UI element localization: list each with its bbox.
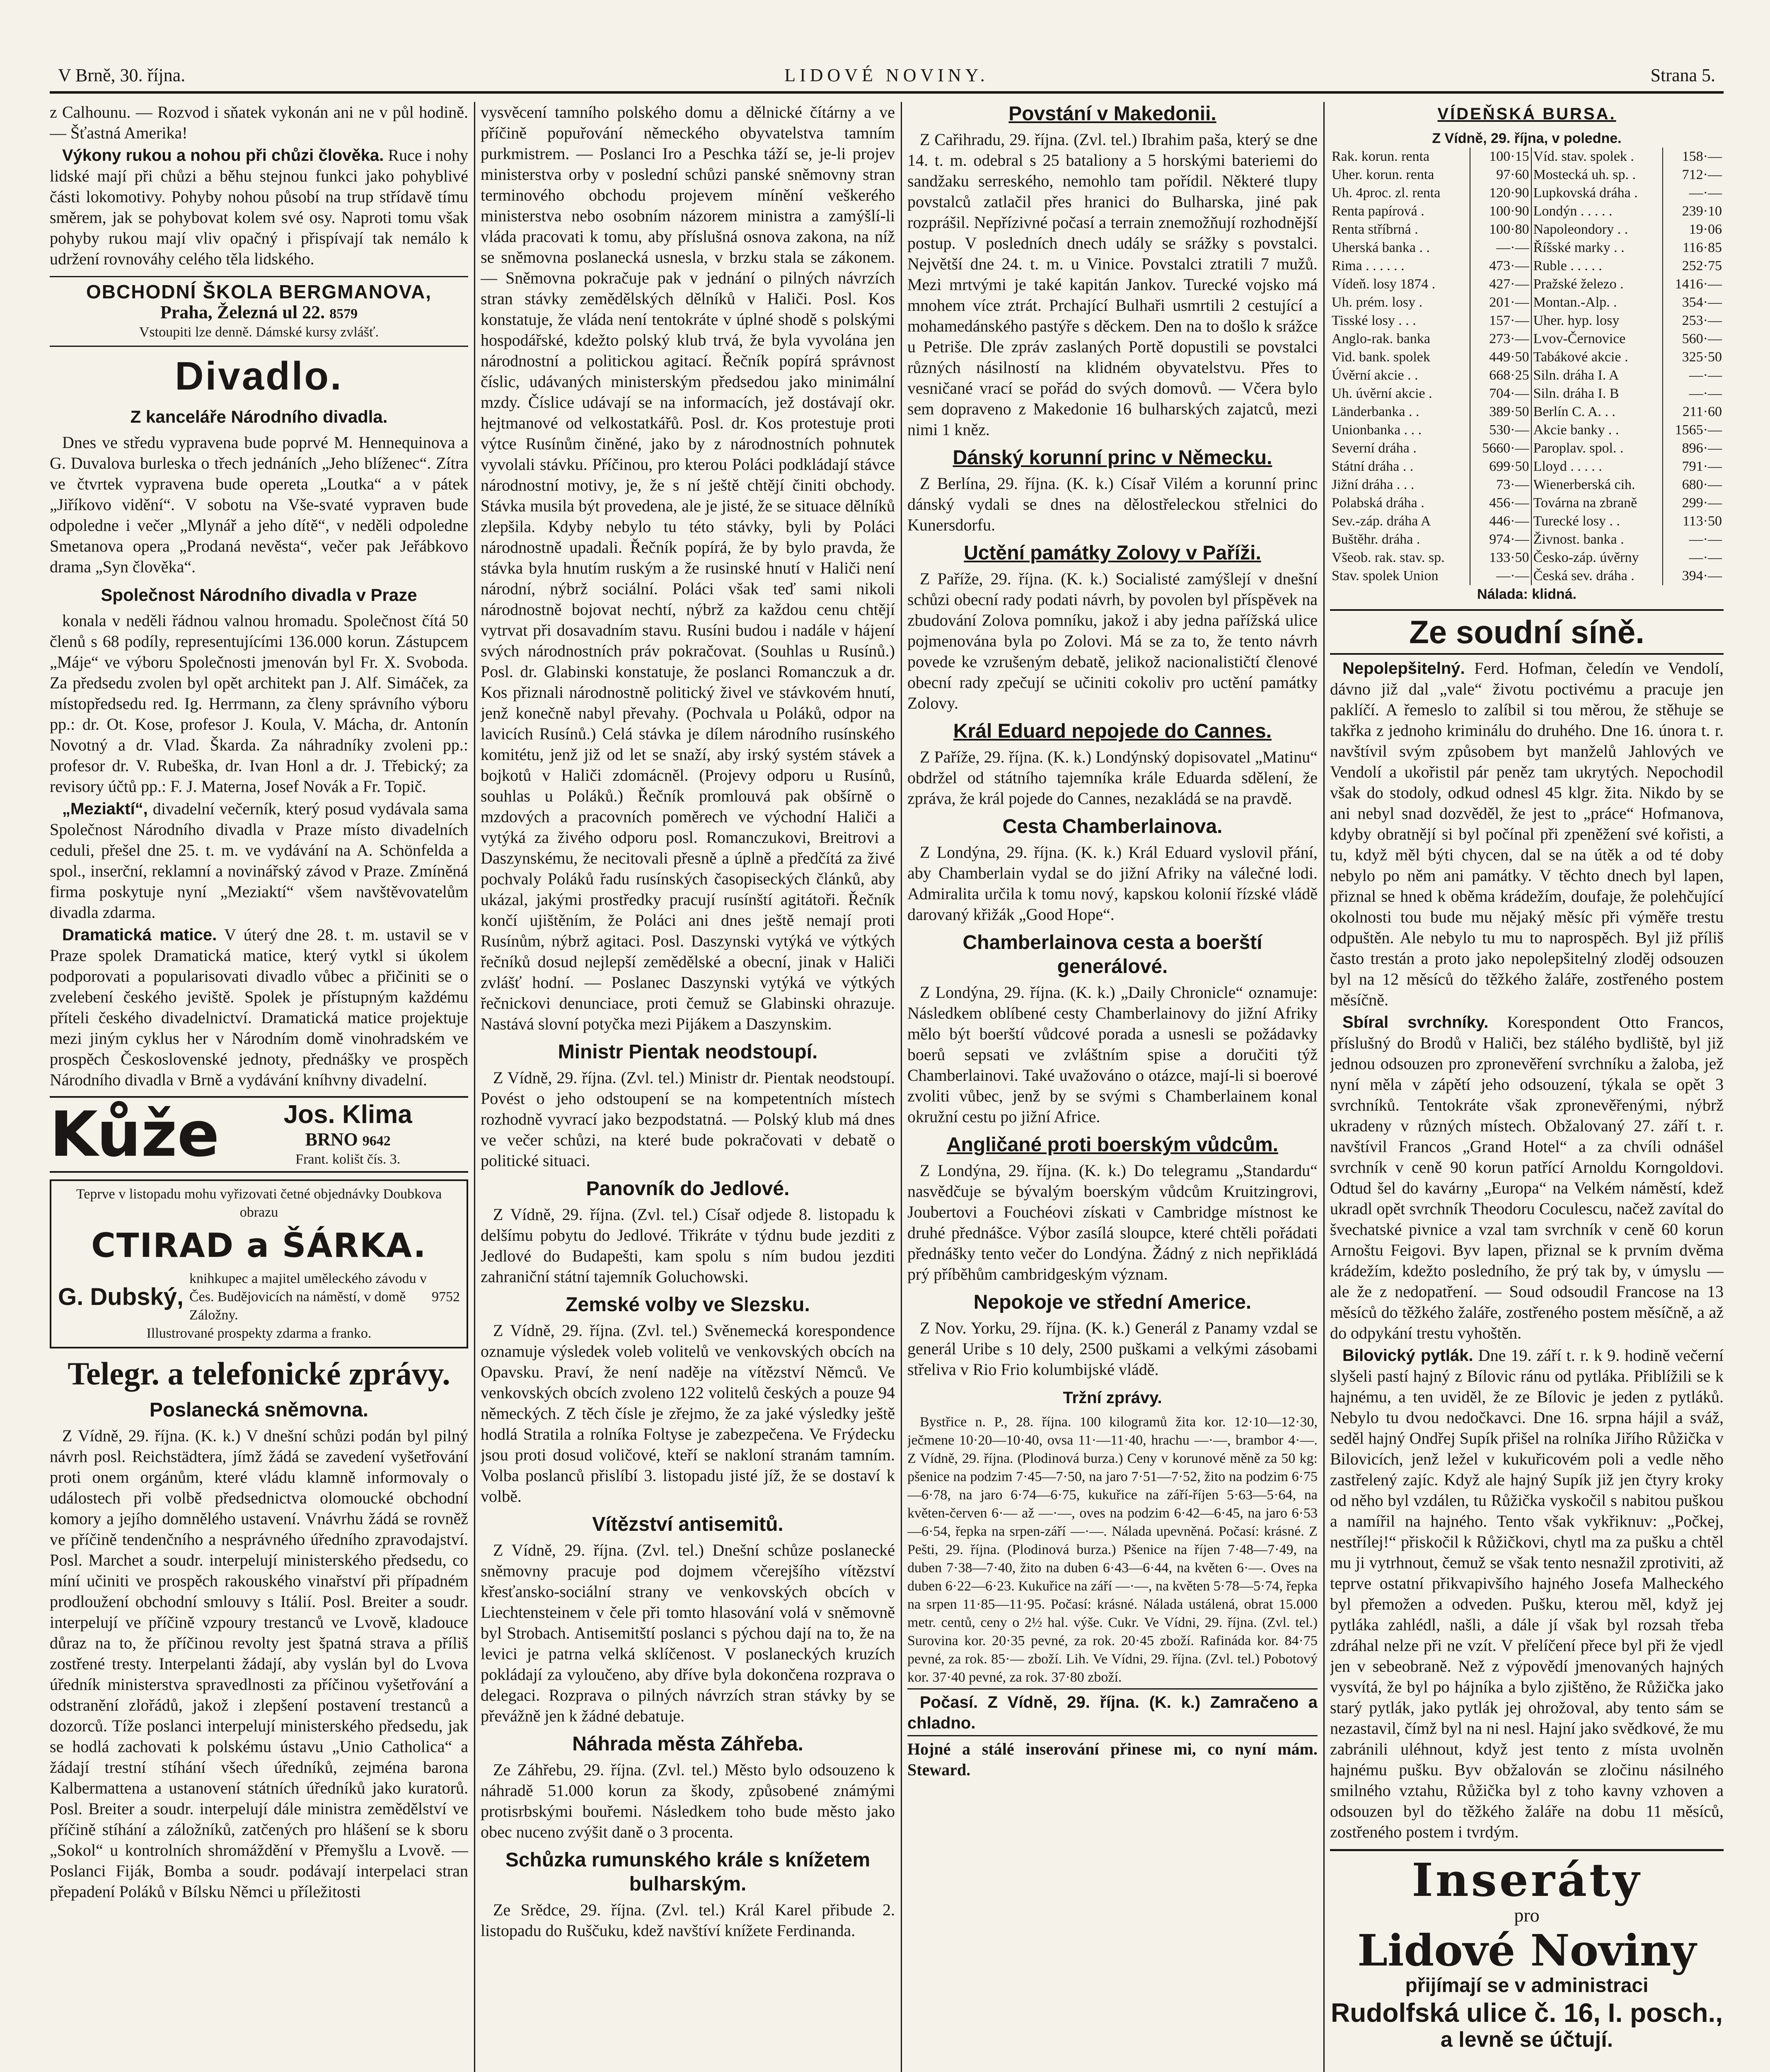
weather-report: Počasí. Z Vídně, 29. října. (K. k.) Zamračeno a chladno. [907,1688,1318,1733]
bourse-item-name: Akcie banky . . [1531,421,1663,439]
bourse-item-value: 120·90 [1470,184,1531,202]
bourse-subheading: Z Vídně, 29. října, v poledne. [1432,131,1622,146]
bourse-item-name: Lupkovská dráha . [1531,184,1663,202]
bourse-item-value: —·— [1470,567,1531,585]
bourse-item-name: Živnost. banka . [1531,530,1663,549]
article-body: Ferd. Hofman, čeledín ve Vendolí, dávno již dal „vale“ životu poctivému a pracuje jen paklíčí. A řemeslo to zalíbil si tou měrou, že stěhuje se takřka z jednoho kriminálu do druhého. Dne 16. února t. r. navštívil svým způsobem byt manželů Jahlových ve Vendolí a ukořistil pár peněz tam ukrytých. Nepochodil však do stodoly, odkud odnesl 45 klgr. žita. Nikdo by se ani nebyl snad dozvěděl, že jest to „práce“ Hofmanova, kdyby obratnějí si byl počínal při zpeněžení své kořisti, a tu, když měl býti chycen, dal se na útěk a od té doby nebylo po něm ani památky. V těchto dnech byl lapen, přiznal se hned k oběma krádežím, doufaje, že polehčující okolnosti tou bude mu nějaký měsíc při výměře trestu odpuštěn. Ale nebylo tu mu to naprospěch. Byl již příliš často trestán a proto jako nepolepšitelný zloděj odsouzen byl na 12 měsíců do těžkého žaláře, zostřeného postem měsíčně. [1330,659,1724,1009]
bourse-item-name: Uh. 4proc. zl. renta [1330,184,1470,202]
article-body: Ruce i nohy lidské mají při chůzi a běhu stejnou funkci jako pohyblivé části lokomotivy. Pohyby nohou působí na trup střídavě tímu směrem, jak se pohybovat kolem své osy. Naproti tomu však pohyby rukou mají vliv opačný i přispívají tak nemálo k udržení rovnováhy celého těla lidského. [50,146,468,268]
bourse-item-name: Siln. dráha I. A [1531,366,1663,385]
bourse-item-name: Uh. prém. losy . [1330,293,1470,312]
masthead-title: LIDOVÉ NOVINY. [784,65,989,85]
bourse-item-value: 680·— [1682,477,1722,492]
article-text [50,145,468,269]
bourse-item-name: Paroplav. spol. . [1531,439,1663,457]
bourse-item-value: 5660·— [1470,439,1531,457]
inserat-advertisement [1330,1849,1724,2050]
article-body: Z Cařihradu, 29. října. (Zvl. tel.) Ibrahim paša, který se dne 14. t. m. odebral s 25 bataliony a 5 horskými bateriemi do sandžaku serreského, nemohlo tam pořídil. Některé tlupy povstalců zatlačil přes hranici do Bulharska, jiné pak rozprášil. Nepřízivné počasí a terrain znemožňují rozhodnější postup. V posledních dnech udály se srážky s povstalci. Největší dne 24. t. m. u Vinice. Povstalci ztratili 7 mužů. Mezi mrtvými je také kapitán Jankov. Turecké vojsko má mnohem více ztrát. Prchající Bulhaři usmrtili 2 cestující a mohamedánského pastýře s děckem. Den na to došlo k srážce u Petriše. Dle zpráv zaslaných Portě dopustili se povstalci různých násilností na klidném obyvatelstvu. Přes to vesničané vrací se pořád do svých domovů. — Včera bylo sem dopraveno z Makedonie 16 bulharských zajatců, mezi nimi 1 kněz. [907,130,1318,439]
article-heading: Nepokoje ve střední Americe. [973,1291,1252,1313]
column-4 [1330,102,1724,2072]
bourse-item-name: Turecké losy . . [1531,512,1663,530]
article-text [1330,1012,1724,1343]
section-heading-divadlo: Divadlo. [175,354,343,398]
bourse-item-name: Rak. korun. renta [1330,148,1470,166]
bourse-item-value: 116·85 [1682,240,1722,255]
bourse-row [1330,220,1724,239]
ad-number: 8579 [329,306,358,322]
ad-paper-name: Lidové Noviny [1357,1925,1696,1976]
ad-word: pro [1514,1905,1540,1926]
bourse-item-value: 253·— [1682,313,1722,328]
article-body: Dne 19. září t. r. k 9. hodině večerní slyšeli pastí hajný z Bílovic ránu od pytláka. Přiblížili se k hajnému, a ten uviděl, že ze Bílovic je jeden z pytláků. Nebylo tu dvou nedočkavci. Dne 16. srpna hájil a sváž, seděl hajný Ondřej Supík přišel na rolníka Jiřího Růžička v Bilovicích, jenž ležel v kukuřicovém poli a vedle něho zastřelený zajíc. Když ale hajný Supík již jen čtyry kroky od něho byl vzdálen, tu Růžička vyskočil s nabitou puškou a namířil na hajného. Tento však vykřiknuv: „Počkej, nestřílej!“ přiskočil k Růžičkovi, chytl ma za pušku a chtěl mu ji vytrhnout, čemuž se však tento nesnažil zprotiviti, až teprve ostatní přikvapivšího hajného Josefa Malheckého byl přemožen a odveden. Pušku, kterou měl, když jej pytláka zahlédl, našli, a dále jí však byl rozsah třeba zdráhal nelze při ne vzít. V přelíčení přece byl při že vjedl jen v sebeobraně. Než z výpovědí jmenovaných hajných vysvítá, že byl po hájníka a bylo zjištěno, že Růžička jako starý pytlák, jako pytlák jej ohrožoval, aby tento sám se nezastavil, čímž byl na ni nesl. Hajní jako svědkové, že mu zabránili uléhnout, když jest tento z místa uvolněn hajnému pušku. Byv obžalován se zločinu násilného smilného vztahu, Růžička byl z toho kavny vzhoven a odsouzen byl do těžkého žaláře na dobu 11 měsíců, zostřeného postem i tvrdým. [1330,1346,1724,1841]
school-ad-address: Praha, Železná ul 22. [160,302,325,322]
article-text [50,925,468,1090]
column-rule [901,102,902,2072]
column-2 [481,102,895,2072]
article-body: Z Paříže, 29. října. (K. k.) Socialisté zamýšlejí v dnešní schůzi obecní rady podati návrh, by povolen byl příspěvek na zbudování Zolova pomníku, jakož i aby jedna pařížská ulice pojmenována byla po Zolovi. Má se za to, že tento návrh povede ke vzrušeným debatě, jelikož nacionalističtí členové obecní rady zpečují se učiniti cokoliv pro uctění památky Zolovy. [907,569,1318,712]
article-heading-inline: Sbíral svrchníky. [1342,1013,1489,1031]
column-1 [50,102,468,2072]
painting-advertisement [50,1179,468,1348]
header-date: V Brně, 30. října. [58,65,186,85]
bourse-row [1330,293,1724,312]
article-heading: Panovník do Jedlové. [586,1178,790,1200]
bourse-row [1330,549,1724,567]
bourse-item-value: 427·— [1470,275,1531,293]
bourse-item-value: —·— [1689,368,1722,383]
market-reports: Bystřice n. P., 28. října. 100 kilogramů žita kor. 12·10—12·30, ječmene 10·20—10·40, ovsa 11·—11·40, hrachu —·—, brambor 4·—. Z Vídně, 29. října. (Plodinová burza.) Ceny v korunové měně za 50 kg: pšenice na podzim 7·45—7·50, na jaro 7·51—7·52, žito na podzim 6·75—6·78, na jaro 6·74—6·75, kukuřice na září-říjen 5·63—5·64, na květen-červen 6·— až —·—, oves na podzim 6·42—6·45, na jaro 6·53—6·54, řepka na srpen-září —·—. Náladа upevněná. Počasí: krásné. Z Pešti, 29. října. (Plodinová burza.) Pšenice na říjen 7·48—7·49, na duben 7·38—7·40, žito na duben 6·43—6·44, na květen 6·—. Oves na duben 6·22—6·23. Kukuřice na září —·—, na květen 5·78—5·74, řepka na srpen 11·85—11·95. Počasí: krásné. Náladа ustálená, obrat 15.000 metr. centů, ceny o 2½ hal. výše. Cukr. Ve Vídni, 29. října. (Zvl. tel.) Surovina kor. 20·35 pevné, za rok. 20·45 zboží. Rafináda kor. 84·75 pevné, za rok. 85·— zboží. Lih. Ve Vídni, 29. října. (Zvl. tel.) Pobotový kor. 37·40 pevné, za rok. 37·80 zboží. [907,1414,1318,1685]
article-heading: Cesta Chamberlainova. [1002,816,1223,838]
article-heading: Angličané proti boerským vůdcům. [946,1134,1279,1156]
bourse-item-name: Londýn . . . . . [1531,202,1663,220]
footer-slogan: Hojné a stálé inserování přinese mi, co nyní mám. Steward. [907,1735,1318,1780]
bourse-row [1330,148,1724,166]
school-ad-line: Vstoupiti lze denně. Dámské kursy zvlášť. [139,324,379,340]
bourse-item-value: 394·— [1682,568,1722,583]
article-body: Z Vídně, 29. října. (Zvl. tel.) Svěnemecká korespondence oznamuje výsledek voleb volitelů ve venkovských obcích na Opavsku. Praví, že není naděje na vítězství Němců. Ve venkovských obcích zvoleno 122 volitelů českých a pouze 94 německých. Z těch čísle je zřejmo, že za jaké výsledky ještě hodlá Stratila a rolníka Foltyse je zabezpečena. Ve Frýdecku jsou proti dosud voličové, kteří se nakloní stranám tamním. Volba poslanců přislíbí 3. listopadu jisté jíž, že se dostaví k volbě. [481,1321,895,1506]
bourse-item-name: Berlín C. A. . . [1531,403,1663,421]
bourse-item-value: 456·— [1470,494,1531,512]
bourse-item-name: Stav. spolek Union [1330,567,1470,585]
ad-title: CTIRAD a ŠÁRKA. [91,1226,427,1265]
ad-footer: Illustrované prospekty zdarma a franko. [146,1326,372,1341]
bourse-row [1330,166,1724,184]
bourse-item-name: Sev.-záp. dráha A [1330,512,1470,530]
bourse-item-name: Tabákové akcie . [1531,348,1663,366]
ad-company-name: Jos. Klima [283,1100,412,1129]
bourse-row [1330,312,1724,330]
article-heading: Zemské volby ve Slezsku. [566,1294,810,1316]
bourse-item-value: 1416·— [1675,276,1722,292]
bourse-row [1330,530,1724,549]
article-heading: Ministr Pientak neodstoupí. [558,1041,818,1063]
ad-city: BRNO [305,1129,358,1150]
bourse-item-value: 446·— [1470,512,1531,530]
bourse-item-name: Vid. bank. spolek [1330,348,1470,366]
bourse-item-value: 896·— [1682,441,1722,456]
bourse-item-value: 699·50 [1470,457,1531,476]
bourse-row [1330,567,1724,585]
ad-headline-kuze: Kůže [50,1098,220,1171]
article-body: Z Nov. Yorku, 29. října. (K. k.) Generál z Panamy vzdal se generál Uribe s 10 dely, 2500 puškami a velkými zásobami střeliva v Rio Frio kolumbijské vládě. [907,1319,1318,1379]
bourse-item-name: Renta stříbrná . [1330,220,1470,239]
bourse-row [1330,239,1724,257]
bourse-item-name: Rima . . . . . . [1330,257,1470,275]
article-heading: Z kanceláře Národního divadla. [130,407,388,426]
article-heading: Společnost Národního divadla v Praze [101,585,417,605]
bourse-item-name: Továrna na zbraně [1531,494,1663,512]
article-body: Korespondent Otto Francos, příslušný do Brodů v Haliči, bez stálého bydliště, byl již jednou odsouzen pro zpronevěření svrchníku a žaloba, jež nyní měla v zápětí jeho odsouzení, týkala se opět 3 svrchníků. Tentokráte však zpronevěřenými, nýbrž ukradeny v různých místech. Obžalovaný 27. září t. r. navštívil Francos „Grand Hotel“ a za chvíli odnášel svrchník v ceně 90 korun patřící Arnoldu Korngoldovi. Odtud šel do kavárny „Europa“ na Velkém náměstí, kdež ukradl opět svrchník Theodoru Coculescu, načež zavítal do švechatské pivnice a vzal tam svrchník v ceně 60 korun Arnoštu Feigovi. Byv lapen, přiznal se k prvním dvěma krádežím, kdežto posledního, že prý tak by, v úmyslu — ale že z nedopatření. — Soud odsoudil Francose na 13 měsíců do těžkého žaláře, zostřeného postem měsíčně, a až do odpykání trestu vyhoštěn. [1330,1013,1724,1342]
bourse-item-value: 133·50 [1470,549,1531,567]
bourse-item-value: 354·— [1682,295,1722,310]
article-body: Z Londýna, 29. října. (K. k.) Do telegramu „Standardu“ nasvědčuje se bývalým boerským vůdcům Kruitzingrovi, Joubertovi a Fouchéovi získati v Cambridge místnost ke druhé přednášce. Výbor zasílá sloupce, které chtěli pořádati přednášky tento večer do Londýna. Žádný z nich nepřikládá prý příběhům cambridgeským význam. [907,1161,1318,1283]
bourse-item-name: Lvov-Černovice [1531,330,1663,348]
article-body: vysvěcení tamního polského domu a dělnické čítárny a ve příčině popuřování německého obyvatelstva tamním purkmistrem. — Poslanci Iro a Peschka táží se, je-li projev ministerstva orby v poslední schůzi panské sněmovny stran terminového obchodu projevem mínění veškerého ministerstva nebo osobním názorem ministra a zamýšlí-li vláda pracovati k tomu, aby příslušná osnova zakona, na níž se sněmovna poslanecká usnesla, v brzku stala se zákonem. — Sněmovna pokračuje pak v jednání o pilných návrzích stran stávky zemědělských dělníků v Haliči. Posl. Kos konstatuje, že vláda není tentokráte v úplné shodě s polskými hospodářské, kdežto polský klub trvá, že byla vyvolána jen národnostní a politickou agitací. Řečník popírá správnost číslic, udávaných ministerským předsedou jako minimální mzdy. Číslice udávají se na informacích, jež dostávají okr. hejtmanové od velkostatkářů. Posl. dr. Kos protestuje proti výtce Rusínům činěné, jako by z národnostních pohnutek vyvolali stávku. Příčinou, pro kterou Poláci podkládají stávce národnostní motivy, je, že s ní ještě chtějí činiti obchody. Stávka musila být provedena, ale je jisté, že se situace dělníků zlepšila. Kdyby nebylo tu této stávky, byli by Poláci národnostně upadali. Řečník popírá, že by bylo pravda, že stávka byla hnutím ruským a že rusinské hnutí v Haliči není národní, nýbrž sociální. Poláci však teď sami nikoli národnostně bojovat nechtí, nýbrž za každou cenu chtějí vytrvat při dosavadním stavu. Rusíni budou i nadále v hájení svých národnostních práv pokračovat. (Souhlas u Rusínů.) Posl. dr. Glabinski konstatuje, že poslanci Romanczuk a dr. Kos přiznali národnostně politický živel ve stávkovém hnutí, jenž konečně nabyl převahy. (Pochvala u Poláků, odpor na lavicích Rusínů.) Celá stávka je dílem národního rusínského komitétu, jenž již od let se snaží, aby irský systém stávek a bojkotů v Haliči zdomácněl. (Projevy odporu u Rusínů, souhlas u Poláků.) Řečník promlouvá pak obšírně o mzdových a pracovních poměrech ve východní Haliči a vytýká za živého odporu posl. Romanczukovi, Breitrovi a Daszynskému, že necitovali přesně a úplně a předčítá za živé pochvaly Poláků řadu rusínských časopiseckých článků, aby ukázal, jakými prostředky pracují rusínští agitátoři. Řečník končí ujištěním, že Poláci ani dnes ještě nemají proti Rusínům, nýbrž agitaci. Posl. Daszynski vytýká ve výtkých řečníků dosud nejlepší zemědělské a obecní, jinak v Haliči zvlášť hodní. — Poslanec Daszynski vytýká ve výtkých řečnickovi denunciace, proti čemuž se Glabinski ohrazuje. Nastává slovní potyčka mezi Pijákem a Daszynskim. [481,103,895,1033]
bourse-item-value: 100·90 [1470,202,1531,220]
bourse-item-name: Jižní dráha . . . [1330,476,1470,494]
bourse-item-value: 252·75 [1682,258,1722,274]
article-heading: Povstání v Makedonii. [1008,103,1216,125]
article-body: Z Vídně, 29. října. (Zvl. tel.) Císař odjede 8. listopadu k delšímu pobytu do Jedlové. Třikráte v týdnu bude jezditi z Jedlové do Budapešti, kam spolu s ním budou jezditi zahraniční státní tajemník Goluchowski. [481,1205,895,1286]
bourse-item-value: —·— [1689,185,1722,201]
bourse-item-value: 389·50 [1470,403,1531,421]
bourse-item-name: Česká sev. dráha . [1531,567,1663,585]
column-rule [474,102,475,2072]
bourse-item-name: Všeob. rak. stav. sp. [1330,549,1470,567]
bourse-item-name: Unionbanka . . . [1330,421,1470,439]
article-text [1330,1345,1724,1842]
bourse-table [1330,148,1724,585]
article-heading-inline: Nepolepšitelný. [1342,659,1465,678]
bourse-item-name: Severní dráha . [1330,439,1470,457]
bourse-item-name: Ruble . . . . . [1531,257,1663,275]
ad-name: G. Dubský, [58,1283,184,1310]
bourse-item-name: Montan.-Alp. . [1531,293,1663,312]
bourse-row [1330,348,1724,366]
article-body: Ze Záhřebu, 29. října. (Zvl. tel.) Město bylo odsouzeno k náhradě 51.000 korun za škody, způsobené známými protisrbskými bouřemi. Následkem toho bude město jako obec nuceno zvýšit daně o 3 procenta. [481,1760,895,1841]
bourse-item-name: Siln. dráha I. B [1531,385,1663,403]
article-body: Z Vídně, 29. října. (Zvl. tel.) Ministr dr. Pientak neodstoupí. Povést o jeho odstoupení se na kompetentních místech rozhodně vyvrací jako bezpodstatná. — Polský klub má dnes ve večer schůzi, na které bude pokračovati v debatě o politické situaci. [481,1068,895,1170]
article-body: divadelní večerník, který posud vydávala sama Společnost Národního divadla v Praze místo divadelních ceduli, přešel dne 25. t. m. ve vydávání na A. Schönfelda a spol., inserční, reklamní a novinářský závod v Praze. Zmíněná firma poskytuje nyní „Meziaktí“ všem navštěvovatelům divadla zdarma. [50,799,468,922]
bourse-item-value: 158·— [1682,149,1722,164]
article-heading-inline: „Meziaktí“, [62,800,148,818]
article-body: Z Berlína, 29. října. (K. k.) Císař Vilém a korunní princ dánský vydali se dnes na dělostřeleckou střelnici do Kunersdorfu. [907,474,1318,534]
bourse-row [1330,202,1724,220]
article-heading: Dánský korunní princ v Německu. [953,447,1272,469]
leather-advertisement [50,1096,468,1173]
bourse-item-name: Länderbanka . . [1330,403,1470,421]
ad-address: Frant. kolišt čís. 3. [295,1152,401,1167]
bourse-row [1330,439,1724,457]
article-heading-inline: Výkony rukou a nohou při chůzi člověka. [62,146,384,165]
article-body: Z Vídně, 29. října. (K. k.) V dnešní schůzi podán byl pilný návrh posl. Reichstädtera, jímž žádá se zavedení vyšetřování proti onem orgánům, které vládu klamně informovaly o událostech při volbě předsednictva olomoucké obchodní komory a jejího domnělého ustavení. Vnávrhu žádá se rovněž ve příčině tendenčního a nesprávného úředního zpravodajství. Posl. Marchet a soudr. interpelují ministerského předsedu, co míní učiniti ve prospěch rakouského vinařství při případném prodloužení obchodní smlouvy s Itálií. Posl. Breiter a soudr. interpelují ve příčině vzpoury trestanců ve Lvově, kladouce důraz na to, že příčinou revolty jest špatná strava a příliš zostřené tresty. Interpelanti žádají, aby vyslán byl do Lvova úředník ministerstva spravedlnosti za příčinou vyšetřování a odstranění zlořádů, jakož i zlepšení postavení trestanců a dozorců. Tíže poslanci interpelují ministerského předsedu, jak se hodlá zachovati k polskému ústavu „Unio Catholica“ a žádají trestní stíhání všech úředníků, zejména barona Kalbermattena a ustanovení státních úředníků jako kuratorů. Posl. Breiter a soudr. interpelují dále ministra zemědělství ve příčině stíhání a záložníků, zatčených pro hlášení se k sboru „Sokol“ u kontrolních shromáždění v Přemyšlu a Lvově. — Poslanci Fiják, Bomba a soudr. podávají interpelaci stran přepadení Poláků v Bílsku Němci u příležitosti [50,1426,468,1901]
bourse-row [1330,275,1724,293]
ad-line: přijímají se v administraci [1405,1975,1649,1997]
bourse-item-name: Napoleondory . . [1531,220,1663,239]
article-body: Z Vídně, 29. října. (Zvl. tel.) Dnešní schůze poslanecké sněmovny pracuje pod dojmem včerejšího vítězství křesťansko-sociální strany ve venkovských obcích v Liechtensteinem v čele při tomto hlasování volá v sněmovně byl Strobach. Antisemitští poslanci s pýchou dají na to, že na levici je patrna velká sklíčenost. V poslaneckých kruzích pokládají za vyloučeno, aby dříve byla dokončena rozprava o delegaci. Rozprava o pilných návrzích stran stávky by se převážně jen k žádné debatuje. [481,1541,895,1725]
article-text [1330,658,1724,1010]
newspaper-page [50,62,1724,2072]
article-heading: Vítězství antisemitů. [592,1513,783,1535]
article-heading: Poslanecká sněmovna. [149,1399,369,1421]
bourse-item-value: 704·— [1470,385,1531,403]
article-heading: Tržní zprávy. [1063,1389,1162,1407]
article-text [50,799,468,923]
bourse-item-value: 157·— [1470,312,1531,330]
bourse-heading: VÍDEŇSKÁ BURSA. [1437,105,1616,123]
article-body: Z Paříže, 29. října. (K. k.) Londýnský dopisovatel „Matinu“ obdržel od státního tajemníka krále Eduarda sdělení, že zpráva, že král pojede do Cannes, nezakládá se na pravdě. [907,748,1318,808]
article-heading: Náhrada města Záhřeba. [572,1733,803,1755]
ad-intro: Teprve v listopadu mohu vyřizovati četné objednávky Doubkova obrazu [76,1186,442,1220]
bourse-item-value: 449·50 [1470,348,1531,366]
bourse-row [1330,457,1724,476]
bourse-item-value: 299·— [1682,495,1722,511]
bourse-item-value: 100·80 [1470,220,1531,239]
ad-title: Inseráty [1412,1853,1642,1907]
bourse-item-value: 100·15 [1470,148,1531,166]
bourse-item-value: 211·60 [1682,404,1722,419]
bourse-item-value: —·— [1470,239,1531,257]
article-body: Z Londýna, 29. října. (K. k.) „Daily Chronicle“ oznamuje: Následkem oblíbené cesty Chamberlainovy do jižní Afriky mělo být boerští vůdcové porada a usnesli se požádavky boerů sepsati ve zvláštním spise a doručiti týž Chamberlainovi. Také uvažováno o otázce, mají-li si boerové zvoliti vůbec, jenž by se svými s Chamberlainem konal okružní cestu po jižní Africe. [907,983,1318,1126]
article-body: konala v neděli řádnou valnou hromadu. Společnost čítá 50 členů s 68 podíly, representujícími 136.000 korun. Zástupcem „Máje“ ve výboru Společnosti jmenován byl Fr. X. Svoboda. Za předsedu zvolen byl opět architekt pan J. Alf. Simáček, za místopředsedu red. Ig. Herrmann, za členy správního výboru pp.: dr. Ot. Kose, profesor J. Koula, V. Mácha, dr. Antonín Novotný a dr. Vlad. Škarda. Za náhradníky zvoleni pp.: profesor dr. V. Rubeška, dr. Ivan Honl a dr. J. Třebický; za revisory účtů pp.: F. J. Materna, Josef Novák a Fr. Topič. [50,611,468,796]
bourse-item-value: 273·— [1470,330,1531,348]
ad-line: a levně se účtují. [1440,2028,1613,2052]
bourse-item-value: 239·10 [1682,203,1722,219]
bourse-item-value: 974·— [1470,530,1531,549]
column-rule [1323,102,1325,2072]
bourse-row [1330,330,1724,348]
ad-number: 9642 [362,1133,391,1149]
bourse-item-value: 560·— [1682,331,1722,346]
bourse-item-value: 530·— [1470,421,1531,439]
bourse-item-value: —·— [1689,550,1722,565]
bourse-item-value: 473·— [1470,257,1531,275]
bourse-item-name: Vídeň. losy 1874 . [1330,275,1470,293]
bourse-item-value: 668·25 [1470,366,1531,385]
bourse-item-value: 19·06 [1689,222,1722,237]
bourse-item-name: Uher. korun. renta [1330,166,1470,184]
bourse-item-name: Úvěrní akcie . . [1330,366,1470,385]
bourse-item-name: Mostecká uh. sp. . [1531,166,1663,184]
section-heading-telegr: Telegr. a telefonické zprávy. [68,1356,450,1392]
bourse-item-name: Státní dráha . . [1330,457,1470,476]
bourse-row [1330,366,1724,385]
bourse-item-value: —·— [1689,532,1722,547]
bourse-row [1330,184,1724,202]
bourse-row [1330,403,1724,421]
bourse-item-value: —·— [1689,386,1722,401]
article-heading: Chamberlainova cesta a boerští generálové. [962,932,1262,978]
bourse-row [1330,512,1724,530]
article-heading: Král Eduard nepojede do Cannes. [953,720,1272,742]
bourse-item-value: 113·50 [1682,513,1722,529]
bourse-row [1330,476,1724,494]
article-body: Z Londýna, 29. října. (K. k.) Král Eduard vyslovil přání, aby Chamberlain vydal se do jižní Afriky na válečné lodi. Admiralita určila k tomu nový, kapskou kolonií řízské vládě darovaný křižák „Good Hope“. [907,843,1318,924]
article-body: V úterý dne 28. t. m. ustavil se v Praze spolek Dramatická matice, který vytkl si úkolem podporovati a popularisovati divadlo vůbec a přičiniti se o zvelebení českého jeviště. Spolek je přístupným každému příteli českého divadelnictví. Dramatická matice projektuje mezi jiným cyklus her v Národním domě vinohradském ve prospěch Československé jednoty, přednášky ve prospěch Národního divadla v Brně a vydávání kníhvny divadelní. [50,925,468,1089]
ad-description: knihkupec a majitel uměleckého závodu v Čes. Budějovicích na náměstí, v domě Záložny. [189,1271,427,1323]
bourse-item-value: 97·60 [1470,166,1531,184]
bourse-item-name: Uher. hyp. losy [1531,312,1663,330]
bourse-item-name: Polabská dráha . [1330,494,1470,512]
bourse-item-name: Pražské železo . [1531,275,1663,293]
school-advertisement [50,276,468,347]
bourse-item-value: 1565·— [1675,422,1722,438]
bourse-item-name: Česko-záp. úvěrny [1531,549,1663,567]
bourse-row [1330,385,1724,403]
bourse-item-value: 791·— [1682,459,1722,474]
section-heading-soud: Ze soudní síně. [1330,609,1724,655]
bourse-item-name: Lloyd . . . . . [1531,457,1663,476]
article-text: z Calhounu. — Rozvod i sňatek vykonán ani ne v půl hodině. — Šťastná Amerika! [50,103,468,142]
bourse-row [1330,257,1724,275]
bourse-item-name: Buštěhr. dráha . [1330,530,1470,549]
bourse-item-name: Renta papírová . [1330,202,1470,220]
page-header [50,62,1724,94]
article-heading: Schůzka rumunského krále s knížetem bulharským. [505,1849,870,1895]
bourse-item-value: 325·50 [1682,349,1722,365]
bourse-row [1330,421,1724,439]
page-number: Strana 5. [1650,65,1715,85]
ad-number: 9752 [432,1289,460,1305]
bourse-item-value: 201·— [1470,293,1531,312]
article-body: Ze Srědce, 29. října. (Zvl. tel.) Král Karel přibude 2. listopadu do Ruščuku, kdež navštíví knížete Ferdinanda. [481,1900,895,1940]
bourse-item-value: 712·— [1682,167,1722,182]
bourse-mood: Nálada: klidná. [1477,586,1577,602]
bourse-item-name: Wienerberská cih. [1531,476,1663,494]
bourse-item-name: Tisské losy . . . [1330,312,1470,330]
article-heading: Uctění památky Zolovy v Paříži. [964,542,1261,564]
bourse-item-name: Uherská banka . . [1330,239,1470,257]
school-ad-title: OBCHODNÍ ŠKOLA BERGMANOVA, [86,281,432,303]
bourse-item-name: Říšské marky . . [1531,239,1663,257]
bourse-row [1330,494,1724,512]
column-3 [907,102,1318,2072]
ad-address: Rudolfská ulice č. 16, I. posch., [1330,1998,1723,2028]
article-heading-inline: Bilovický pytlák. [1342,1346,1473,1365]
article-body: Dnes ve středu vypravena bude poprvé M. Hennequinova a G. Duvalova burleska o třech jednáních „Jeho blíženec“. Zítra ve čtvrtek vypravena bude opereta „Loutka“ a v pátek „Jiříkovo vidění“. V sobotu na Vše-svaté vypraven bude odpoledne i večer „Mlynář a jeho dítě“, v neděli odpoledne Smetanova opera „Prodaná nevěsta“, večer pak Jeřábkovo drama „Syn člověka“. [50,433,468,576]
bourse-item-value: 73·— [1470,476,1531,494]
bourse-item-name: Anglo-rak. banka [1330,330,1470,348]
bourse-item-name: Víd. stav. spolek . [1531,148,1663,166]
bourse-item-name: Uh. úvěrní akcie . [1330,385,1470,403]
article-heading-inline: Dramatická matice. [62,926,217,944]
